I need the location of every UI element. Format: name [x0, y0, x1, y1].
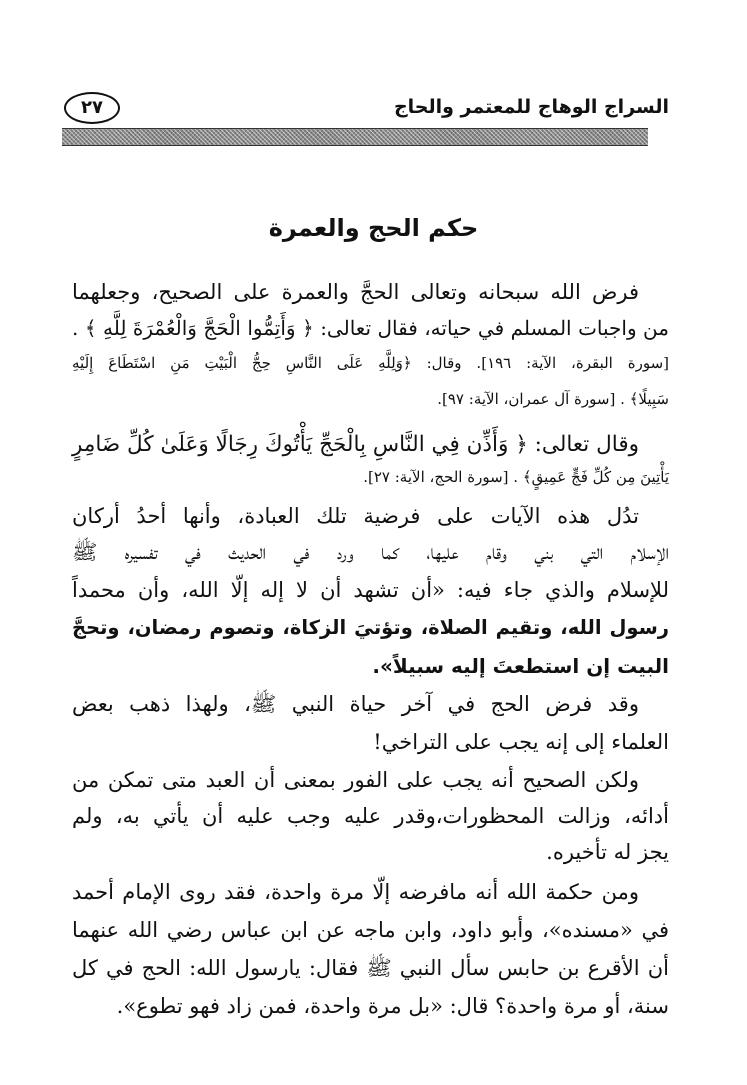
running-head: السراج الوهاج للمعتمر والحاج — [393, 96, 669, 118]
body-line: سنة، أو مرة واحدة؟ قال: «بل مرة واحدة، فمن زاد فهو تطوع». — [116, 994, 669, 1018]
body-line: رسول الله، وتقيم الصلاة، وتؤتيَ الزكاة، وتصوم رمضان، وتحجَّ — [72, 616, 669, 639]
body-line: فرض الله سبحانه وتعالى الحجَّ والعمرة على الصحيح، وجعلهما — [72, 280, 639, 304]
body-line: وقد فرض الحج في آخر حياة النبي ﷺ، ولهذا ذهب بعض — [72, 692, 639, 716]
body-line: للإسلام والذي جاء فيه: «أن تشهد أن لا إله إلّا الله، وأن محمداً — [72, 578, 669, 602]
page-number: ٢٧ — [64, 92, 120, 124]
header-rule — [62, 128, 648, 146]
body-line: أن الأقرع بن حابس سأل النبي ﷺ فقال: يارسول الله: الحج في كل — [72, 956, 669, 980]
body-line: ولكن الصحيح أنه يجب على الفور بمعنى أن العبد متى تمكن من — [72, 768, 639, 792]
body-line: [سورة البقرة، الآية: ١٩٦]. وقال: ﴿وَلِلَّهِ عَلَى النَّاسِ حِجُّ الْبَيْتِ مَنِ اسْتَطَاعَ إِلَيْهِ — [72, 354, 669, 372]
body-line: أدائه، وزالت المحظورات،وقدر عليه وجب عليه أن يأتي به، ولم — [72, 804, 669, 828]
body-line: يجز له تأخيره. — [546, 840, 669, 864]
body-line: ومن حكمة الله أنه مافرضه إلّا مرة واحدة، فقد روى الإمام أحمد — [72, 880, 639, 904]
body-line: سَبِيلًا﴾ . [سورة آل عمران، الآية: ٩٧]. — [437, 390, 669, 408]
body-line: في «مسنده»، وأبو داود، وابن ماجه عن ابن عباس رضي الله عنهما — [72, 918, 669, 942]
body-line: تدُل هذه الآيات على فرضية تلك العبادة، وأنها أحدُ أركان — [72, 504, 639, 528]
body-line: وقال تعالى: ﴿ وَأَذِّن فِي النَّاسِ بِالْحَجِّ يَأْتُوكَ رِجَالًا وَعَلَىٰ كُلِّ ضَامِرٍ — [72, 432, 639, 457]
body-line: البيت إن استطعتَ إليه سبيلاً». — [372, 654, 669, 678]
body-line: من واجبات المسلم في حياته، فقال تعالى: ﴿ وَأَتِمُّوا الْحَجَّ وَالْعُمْرَةَ لِلَّهِ ﴾ . — [72, 316, 669, 340]
section-title: حكم الحج والعمرة — [268, 214, 479, 242]
body-line: العلماء إلى إنه يجب على التراخي! — [373, 730, 669, 754]
body-line: الإسلام التي بني وقام عليها، كما ورد في الحديث في تفسيره ﷺ — [72, 540, 669, 564]
body-line: يَأْتِينَ مِن كُلِّ فَجٍّ عَمِيقٍ﴾ . [سورة الحج، الآية: ٢٧]. — [363, 468, 669, 486]
